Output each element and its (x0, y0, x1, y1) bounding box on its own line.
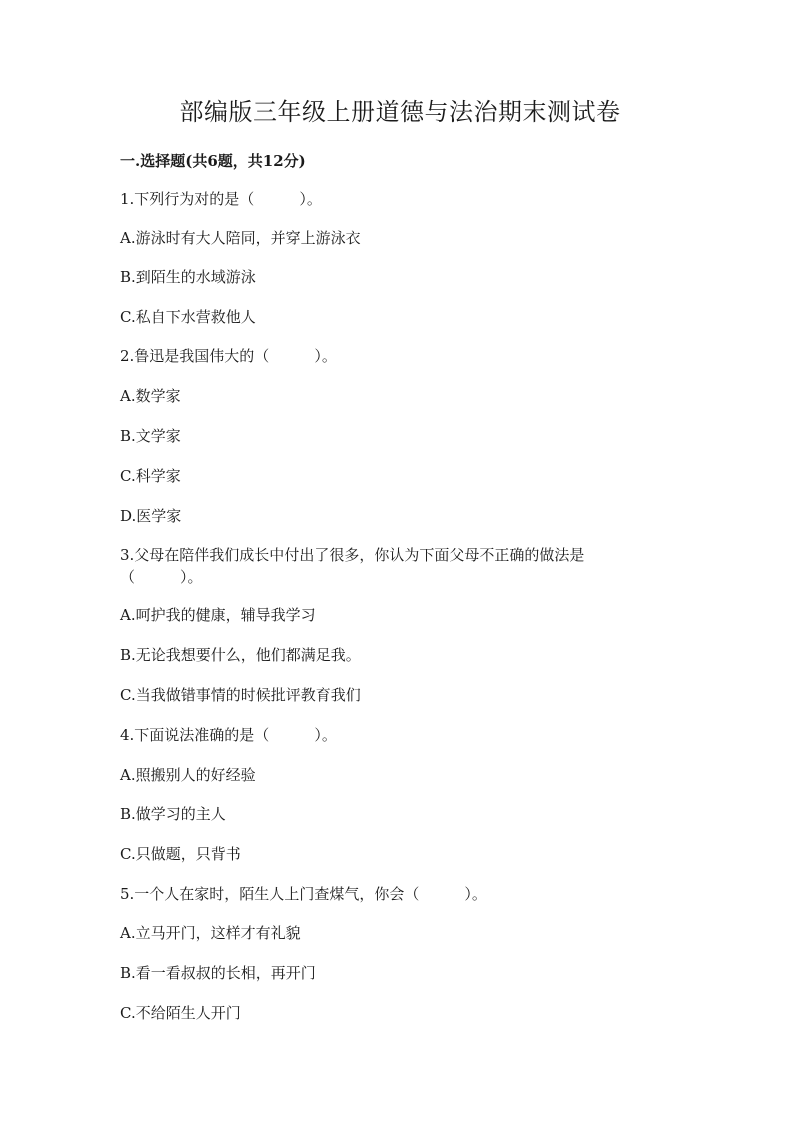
question-stem-continuation: （ ）。 (120, 568, 203, 586)
answer-option: B.到陌生的水域游泳 (120, 268, 256, 286)
answer-option: D.医学家 (120, 507, 182, 525)
answer-option: C.私自下水营救他人 (120, 308, 256, 326)
page-title: 部编版三年级上册道德与法治期末测试卷 (179, 98, 621, 126)
question-stem: 3.父母在陪伴我们成长中付出了很多，你认为下面父母不正确的做法是 (120, 546, 585, 564)
answer-option: C.科学家 (120, 467, 181, 485)
question-stem: 5.一个人在家时，陌生人上门查煤气，你会（ ）。 (120, 885, 487, 903)
question-stem: 4.下面说法准确的是（ ）。 (120, 726, 337, 744)
answer-option: A.数学家 (120, 387, 181, 405)
answer-option: B.文学家 (120, 427, 181, 445)
section-heading: 一.选择题(共6题，共12分) (120, 152, 306, 170)
answer-option: A.立马开门，这样才有礼貌 (120, 924, 301, 942)
question-stem: 2.鲁迅是我国伟大的（ ）。 (120, 347, 337, 365)
answer-option: A.游泳时有大人陪同，并穿上游泳衣 (120, 229, 361, 247)
answer-option: A.呵护我的健康，辅导我学习 (120, 606, 316, 624)
answer-option: B.无论我想要什么，他们都满足我。 (120, 646, 361, 664)
answer-option: C.当我做错事情的时候批评教育我们 (120, 686, 361, 704)
answer-option: B.看一看叔叔的长相，再开门 (120, 964, 316, 982)
answer-option: A.照搬别人的好经验 (120, 766, 256, 784)
question-stem: 1.下列行为对的是（ ）。 (120, 190, 322, 208)
answer-option: C.不给陌生人开门 (120, 1004, 241, 1022)
answer-option: C.只做题，只背书 (120, 845, 241, 863)
answer-option: B.做学习的主人 (120, 805, 226, 823)
